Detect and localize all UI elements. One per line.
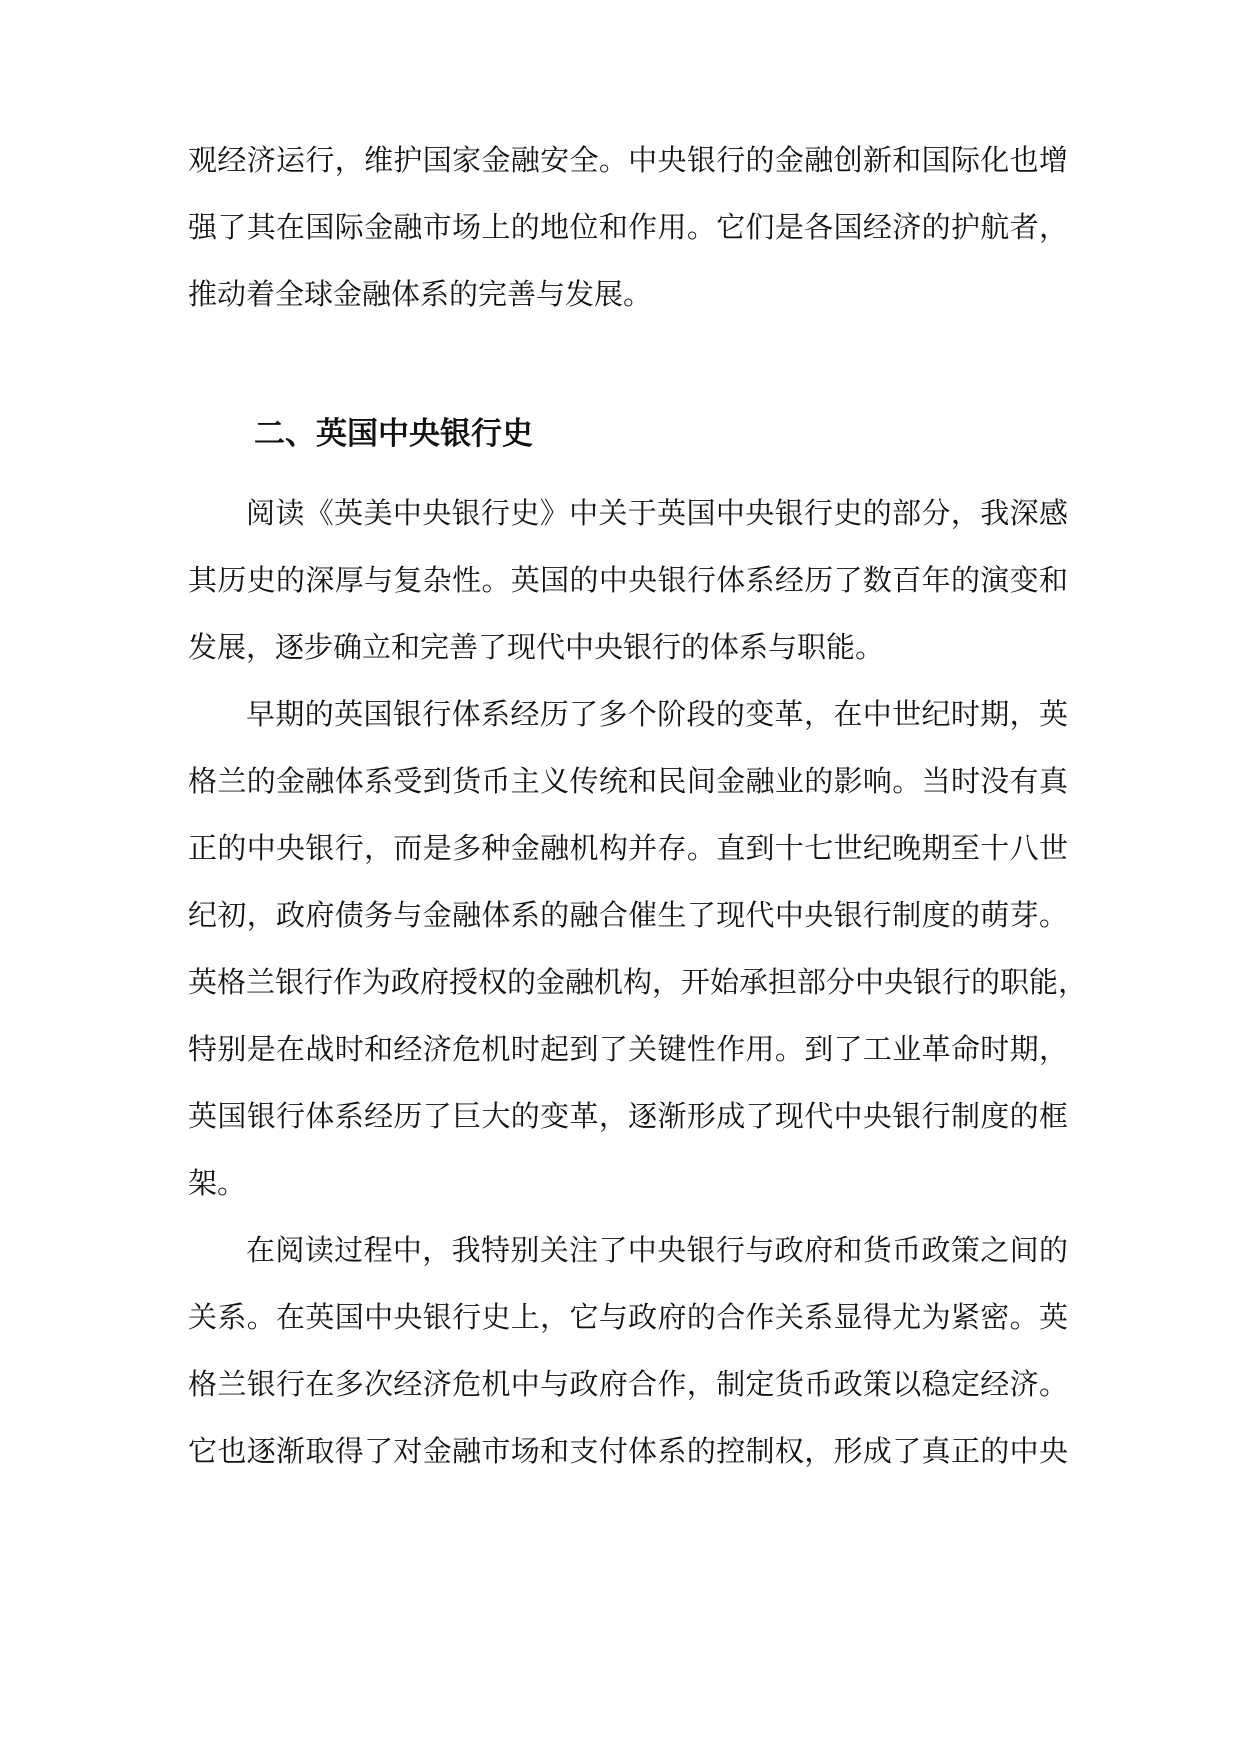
paragraph-line: 在阅读过程中，我特别关注了中央银行与政府和货币政策之间的 [246, 1233, 1068, 1267]
continuation-line: 观经济运行，维护国家金融安全。中央银行的金融创新和国际化也增 [188, 143, 1068, 177]
paragraph-line: 阅读《英美中央银行史》中关于英国中央银行史的部分，我深感 [246, 496, 1068, 530]
paragraph-line: 格兰银行在多次经济危机中与政府合作，制定货币政策以稳定经济。 [188, 1367, 1068, 1401]
paragraph-line: 格兰的金融体系受到货币主义传统和民间金融业的影响。当时没有真 [188, 764, 1068, 798]
paragraph-line: 早期的英国银行体系经历了多个阶段的变革，在中世纪时期，英 [246, 697, 1068, 731]
paragraph-line: 正的中央银行，而是多种金融机构并存。直到十七世纪晚期至十八世 [188, 831, 1068, 865]
continuation-line: 推动着全球金融体系的完善与发展。 [188, 277, 653, 311]
continuation-line: 强了其在国际金融市场上的地位和作用。它们是各国经济的护航者， [188, 210, 1068, 244]
paragraph-line: 它也逐渐取得了对金融市场和支付体系的控制权，形成了真正的中央 [188, 1434, 1068, 1468]
paragraph-line: 架。 [188, 1166, 247, 1200]
paragraph-line: 发展，逐步确立和完善了现代中央银行的体系与职能。 [188, 630, 885, 664]
section-heading: 二、英国中央银行史 [254, 416, 533, 452]
paragraph-line: 英国银行体系经历了巨大的变革，逐渐形成了现代中央银行制度的框 [188, 1099, 1068, 1133]
paragraph-line: 关系。在英国中央银行史上，它与政府的合作关系显得尤为紧密。英 [188, 1300, 1068, 1334]
paragraph-line: 其历史的深厚与复杂性。英国的中央银行体系经历了数百年的演变和 [188, 563, 1068, 597]
paragraph-line: 纪初，政府债务与金融体系的融合催生了现代中央银行制度的萌芽。 [188, 898, 1068, 932]
paragraph-line: 特别是在战时和经济危机时起到了关键性作用。到了工业革命时期， [188, 1032, 1068, 1066]
paragraph-line: 英格兰银行作为政府授权的金融机构，开始承担部分中央银行的职能， [188, 965, 1088, 999]
